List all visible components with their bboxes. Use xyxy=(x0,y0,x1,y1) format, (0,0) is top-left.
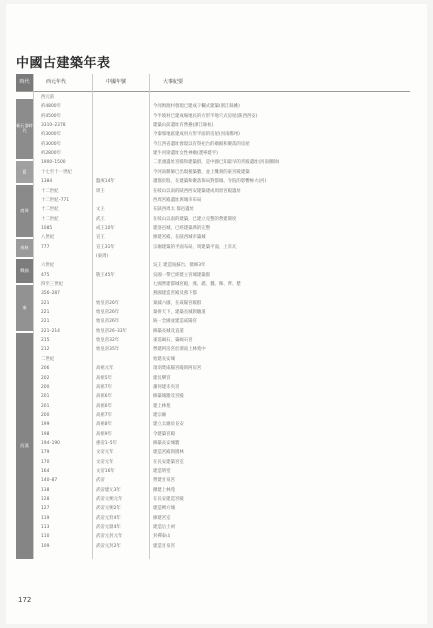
table-row xyxy=(33,225,410,234)
western-year: 140–87 xyxy=(41,478,58,484)
event-text: 修築長城及直道 xyxy=(153,328,184,334)
table-row xyxy=(33,524,410,533)
chinese-reign: 成王10年 xyxy=(96,225,115,231)
event-text: 西周宮殿遺址與城市布局 xyxy=(153,197,202,203)
western-year: 164 xyxy=(41,469,50,474)
era-label: 秦 xyxy=(16,285,33,331)
western-year: 200 xyxy=(41,384,50,390)
western-year: 十二世紀–771 xyxy=(41,197,70,203)
chinese-reign: 文帝元年 xyxy=(96,450,114,456)
event-text: 在岐山以南的建築，已建立完整的營建制度 xyxy=(153,216,237,222)
chinese-reign: 文帝16年 xyxy=(96,469,115,474)
table-row xyxy=(33,122,410,131)
chinese-reign: 武帝元鼎4年 xyxy=(96,525,121,531)
table-row xyxy=(33,393,410,402)
western-year: 198 xyxy=(41,431,50,437)
era-label: 新石器時代 xyxy=(16,99,33,159)
table-row xyxy=(33,197,410,206)
western-year: 200 xyxy=(41,412,50,418)
event-text: 修建宮殿，在陝西城市築城 xyxy=(153,235,206,241)
western-year: 212 xyxy=(41,347,50,353)
table-row xyxy=(33,178,410,187)
chinese-reign: 武帝 xyxy=(96,478,105,484)
era-label: 商周 xyxy=(16,185,33,237)
event-text: 東巡碣石，築碣石宮 xyxy=(153,338,193,344)
event-text: 建洛邑城，已經建築典的完整 xyxy=(153,225,211,231)
western-year: 221–214 xyxy=(41,328,60,334)
western-year: 約4800年 xyxy=(41,104,61,110)
event-text: 建造宮殿與園林 xyxy=(153,450,184,456)
western-year: 128 xyxy=(41,497,50,503)
western-year: 206 xyxy=(41,366,50,372)
event-text: 修築長安城牆 xyxy=(153,440,180,446)
table-row xyxy=(33,188,410,197)
chinese-reign: 惠帝1–5年 xyxy=(96,440,117,446)
event-text: 建上林苑 xyxy=(153,403,171,409)
event-text: 營建甘泉宮 xyxy=(153,478,175,484)
western-year: 1085 xyxy=(41,225,53,231)
western-year: 十二世紀 xyxy=(41,188,59,194)
western-year: 127 xyxy=(41,506,50,512)
table-row xyxy=(33,318,410,327)
table-row xyxy=(33,244,410,253)
chinese-reign: (東周) xyxy=(96,253,109,259)
western-year: 221 xyxy=(41,319,50,325)
western-year: 1384 xyxy=(41,179,53,185)
header-chinese: 中國年號 xyxy=(106,79,127,85)
table-row xyxy=(33,543,410,552)
table-row xyxy=(33,159,410,168)
western-year: 1900–1500 xyxy=(41,160,66,166)
western-year: 十七至十一世紀 xyxy=(41,169,72,175)
event-text: 始建長安城 xyxy=(153,356,175,362)
event-text: 項羽焚咸陽宮殿與阿房宮 xyxy=(153,366,202,372)
western-year: 六世紀 xyxy=(41,263,55,269)
table-row xyxy=(33,440,410,449)
era-sidebar xyxy=(16,91,33,559)
chinese-reign: 始皇帝26年 xyxy=(96,300,120,306)
chinese-reign: 盤庚14年 xyxy=(96,179,115,185)
chinese-reign: 武帝元狩4年 xyxy=(96,515,121,521)
era-label: 夏 xyxy=(16,161,33,183)
event-text: 在長安建築宮室 xyxy=(153,459,184,465)
chinese-reign: 周王 xyxy=(96,188,105,194)
western-year: 215 xyxy=(41,338,50,344)
chinese-reign: 高祖7年 xyxy=(96,412,112,418)
western-year: 110 xyxy=(41,534,50,540)
western-year: 221 xyxy=(41,310,50,316)
table-row xyxy=(33,412,410,421)
western-year: 約2800年 xyxy=(41,151,61,157)
era-label: 西漢 xyxy=(16,333,33,559)
table-row xyxy=(33,94,410,103)
event-text: 今河姆渡村發現已建成干欄式建築(浙江餘姚) xyxy=(153,104,240,110)
table-row xyxy=(33,113,410,122)
table-row xyxy=(33,328,410,337)
western-year: 113 xyxy=(41,525,50,531)
western-year: 西元前 xyxy=(41,95,55,100)
table-row xyxy=(33,337,410,346)
table-row xyxy=(33,505,410,514)
western-year: 約3000年 xyxy=(41,132,61,138)
event-text: 修築城牆及宮殿 xyxy=(153,394,184,400)
event-text: 七國營建都城宮殿，燕、趙、魏、韓、齊、楚 xyxy=(153,282,241,287)
era-label: 春秋 xyxy=(16,239,33,257)
chinese-reign: 高祖元年 xyxy=(96,366,114,372)
event-text: 今江西省遺址發現以有祭祀台的廟殿和聚落的房屋 xyxy=(153,141,250,147)
event-text: 蕭何建未央宮 xyxy=(153,384,180,390)
event-text: 建造后土祠 xyxy=(153,525,175,531)
event-text: 修建宮室 xyxy=(153,515,171,521)
event-text: 今河南偃師已出現板築牆，並上雕刻的東宮殿建築 xyxy=(153,169,250,175)
table-row xyxy=(33,206,410,215)
table-row xyxy=(33,449,410,458)
page-title: 中國古建築年表 xyxy=(16,56,111,71)
table-row xyxy=(33,431,410,440)
chinese-reign: 武王 xyxy=(96,216,105,222)
event-text: 燕國建造宮殿及燕下都 xyxy=(153,291,197,297)
event-text: 吳國一帶已經建立宮城建築群 xyxy=(153,272,211,278)
western-year: 194–190 xyxy=(41,440,60,446)
western-year: 十二世紀 xyxy=(41,216,59,222)
chinese-reign: 始皇帝26–33年 xyxy=(96,328,127,334)
chinese-reign: 武帝元封2年 xyxy=(96,543,121,549)
table-row xyxy=(33,300,410,309)
western-year: 119 xyxy=(41,515,50,521)
table-row xyxy=(33,272,410,281)
chinese-reign: 始皇帝32年 xyxy=(96,338,120,344)
header-western: 西元年代 xyxy=(46,79,67,85)
page xyxy=(6,4,427,624)
event-text: 吳王 建造姑蘇台，徵修3年 xyxy=(153,263,206,269)
chinese-reign: 高祖6年 xyxy=(96,394,112,400)
table-row xyxy=(33,515,410,524)
event-text: 封禪泰山 xyxy=(153,534,171,540)
table-row xyxy=(33,253,410,262)
table-row xyxy=(33,375,410,384)
chinese-reign: 文王 xyxy=(96,207,105,213)
event-text: 建牛河梁遺址女性神廟(遼寧建平) xyxy=(153,151,218,157)
table-row xyxy=(33,346,410,355)
chinese-reign: 高祖8年 xyxy=(96,422,112,428)
table-row xyxy=(33,487,410,496)
event-text: 建宗廟 xyxy=(153,412,167,418)
western-year: 199 xyxy=(41,422,50,428)
table-row xyxy=(33,290,410,299)
event-text: 建立太廟於長安 xyxy=(153,422,184,428)
chinese-reign: 宣王31年 xyxy=(96,244,115,250)
western-year: 201 xyxy=(41,403,50,409)
table-row xyxy=(33,234,410,243)
table-row xyxy=(33,141,410,150)
event-text: 秦併天下，建築長城與馳道 xyxy=(153,310,206,316)
event-text: 擴建上林苑 xyxy=(153,487,175,493)
event-text: 宗廟建築的平面布局，周建築平面，上有瓦 xyxy=(153,244,237,250)
chinese-reign: 宣王 xyxy=(96,235,105,241)
western-year: 138 xyxy=(41,487,50,493)
chinese-reign: 始皇帝26年 xyxy=(96,310,120,316)
event-text: 建造甘泉宮 xyxy=(153,543,175,549)
western-year: 四至三世紀 xyxy=(41,282,63,287)
event-text: 在岐山以南的陝西西安建築建成周原宮殿遺址 xyxy=(153,188,241,194)
western-year: 221 xyxy=(41,300,50,306)
event-text: 建築山前遺址有營壘(浙江餘杭) xyxy=(153,123,214,129)
table-row xyxy=(33,356,410,365)
table-row xyxy=(33,468,410,477)
table-row xyxy=(33,459,410,468)
event-text: 建長樂宮 xyxy=(153,375,171,381)
table-row xyxy=(33,262,410,271)
table-row xyxy=(33,216,410,225)
western-year: 二世紀 xyxy=(41,356,55,362)
table-row xyxy=(33,421,410,430)
header-era: 時代 xyxy=(16,74,33,91)
western-year: 356–287 xyxy=(41,291,60,297)
event-text: 建造明堂 xyxy=(153,469,171,474)
table-row xyxy=(33,281,410,290)
table-row xyxy=(33,403,410,412)
western-year: 777 xyxy=(41,244,50,250)
table-row xyxy=(33,131,410,140)
event-text: 營建阿房宮於渭南上林苑中 xyxy=(153,347,206,353)
table-row xyxy=(33,477,410,486)
table-row xyxy=(33,103,410,112)
western-year: 十二世紀 xyxy=(41,207,59,213)
chinese-reign: 高祖9年 xyxy=(96,431,112,437)
header-events: 大事紀要 xyxy=(163,79,184,85)
western-year: 3310–2378 xyxy=(41,123,66,129)
western-year: 201 xyxy=(41,394,50,400)
western-year: 約3000年 xyxy=(41,141,61,147)
event-text: 二里頭遺址宮殿和建築群，是中國已知最早的宮殿遺址(河南偃師) xyxy=(153,160,280,166)
chinese-reign: 高祖7年 xyxy=(96,384,112,390)
event-text: 秦滅六國，在咸陽宮殿群 xyxy=(153,300,202,306)
table-row xyxy=(33,309,410,318)
era-label: 戰國 xyxy=(16,259,33,283)
chinese-reign: 文帝元年 xyxy=(96,459,114,465)
table-row xyxy=(33,169,410,178)
event-text: 在長安建造宮殿 xyxy=(153,497,184,503)
table-header xyxy=(16,74,410,92)
chinese-reign: 始皇帝26年 xyxy=(96,319,120,325)
event-text: 統一全國並建造咸陽宮 xyxy=(153,319,197,325)
western-year: 約4500年 xyxy=(41,113,61,119)
event-text: 令建築宮殿 xyxy=(153,431,175,437)
table-row xyxy=(33,365,410,374)
event-text: 遷都於殷，在建築和聚落佈局對都城、寺院的影響極大(河) xyxy=(153,179,267,185)
western-year: 202 xyxy=(41,375,50,381)
western-year: 179 xyxy=(41,450,50,456)
western-year: 475 xyxy=(41,272,50,278)
chinese-reign: 武帝元封元年 xyxy=(96,534,123,540)
table-row xyxy=(33,384,410,393)
table-row xyxy=(33,150,410,159)
chinese-reign: 高祖5年 xyxy=(96,375,112,381)
western-year: 109 xyxy=(41,543,50,549)
event-text: 今秦嶺地區建成用方形平面的房屋(河南鄭州) xyxy=(153,132,240,138)
western-year: 170 xyxy=(41,459,50,465)
event-text: 建造朔方城 xyxy=(153,506,175,512)
chinese-reign: 武帝元朔元年 xyxy=(96,497,123,503)
table-row xyxy=(33,533,410,542)
chinese-reign: 武帝建元3年 xyxy=(96,487,121,493)
chinese-reign: 武帝元朔2年 xyxy=(96,506,121,512)
chinese-reign: 高祖6年 xyxy=(96,403,112,409)
western-year: 八世紀 xyxy=(41,235,55,241)
chinese-reign: 始皇帝35年 xyxy=(96,347,120,353)
event-text: 今半坡村已建成場地長的方形半地穴式房屋(陝西西安) xyxy=(153,113,258,119)
event-text: 在陝西周太 都邑遺址 xyxy=(153,207,194,213)
table-row xyxy=(33,496,410,505)
page-number: 172 xyxy=(18,596,32,604)
chinese-reign: 敬王45年 xyxy=(96,272,115,278)
